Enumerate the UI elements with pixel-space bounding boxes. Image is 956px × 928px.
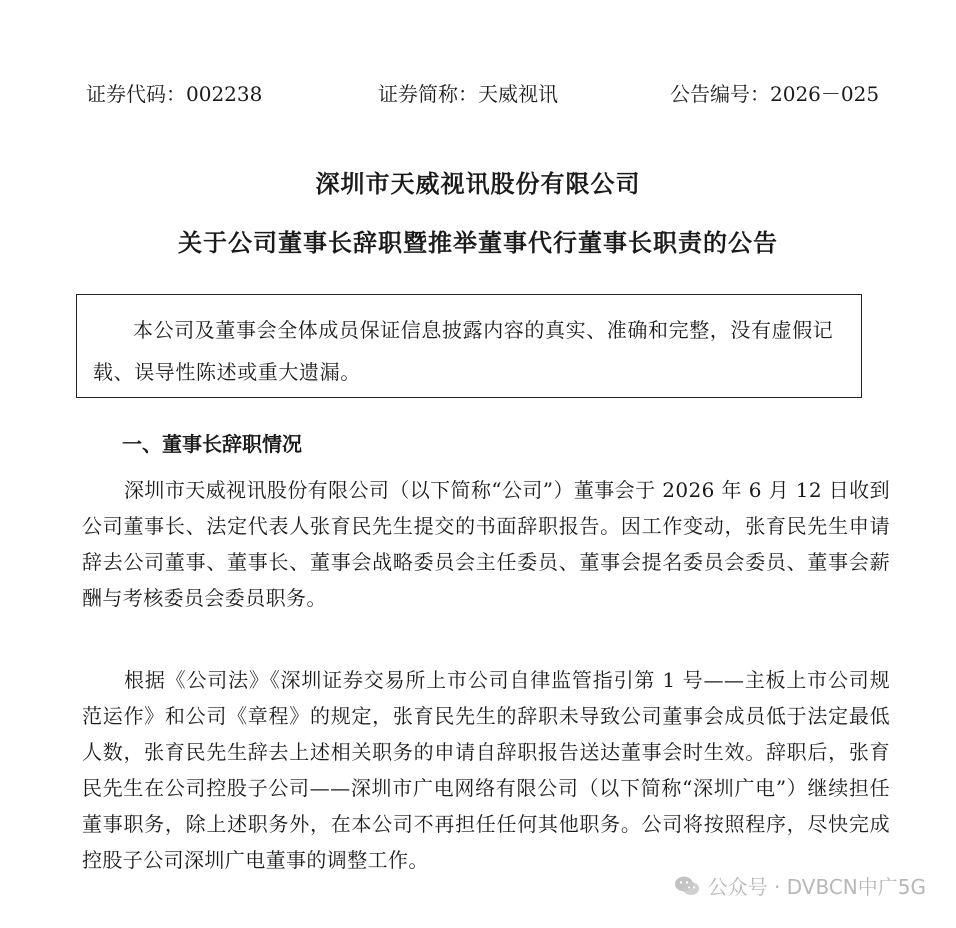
section-heading: 一、董事长辞职情况 [122,432,302,456]
watermark-text: 公众号 · DVBCN中广5G [707,875,926,899]
watermark [674,871,926,900]
disclosure-statement-box [76,294,862,398]
stock-code: 证券代码：002238 [86,82,263,106]
stock-abbreviation: 证券简称：天威视讯 [378,82,558,106]
announcement-title: 关于公司董事长辞职暨推举董事代行董事长职责的公告 [178,229,778,257]
disclosure-statement: 本公司及董事会全体成员保证信息披露内容的真实、准确和完整，没有虚假记载、误导性陈述或重大遗漏。 [93,318,834,384]
announcement-meta [86,78,886,110]
body-paragraph: 根据《公司法》《深圳证券交易所上市公司自律监管指引第 1 号——主板上市公司规范运作》和公司《章程》的规定，张育民先生的辞职未导致公司董事会成员低于法定最低人数，张育民先生辞去上述相关职务的申请自辞职报告送达董事会时生效。辞职后，张育民先生在公司控股子公司——深圳市广电网络有限公司（以下简称“深圳广电”）继续担任董事职务，除上述职务外，在本公司不再担任任何其他职务。公司将按照程序，尽快完成控股子公司深圳广电董事的调整工作。 [82,668,890,872]
body-paragraph: 深圳市天威视讯股份有限公司（以下简称“公司”）董事会于 2026 年 6 月 12 日收到公司董事长、法定代表人张育民先生提交的书面辞职报告。因工作变动，张育民先生申请辞去公司董事、董事长、董事会战略委员会主任委员、董事会提名委员会委员、董事会薪酬与考核委员会委员职务。 [82,478,890,610]
wechat-icon [674,875,700,897]
announcement-number: 公告编号：2026－025 [670,82,880,106]
company-title: 深圳市天威视讯股份有限公司 [315,170,641,198]
